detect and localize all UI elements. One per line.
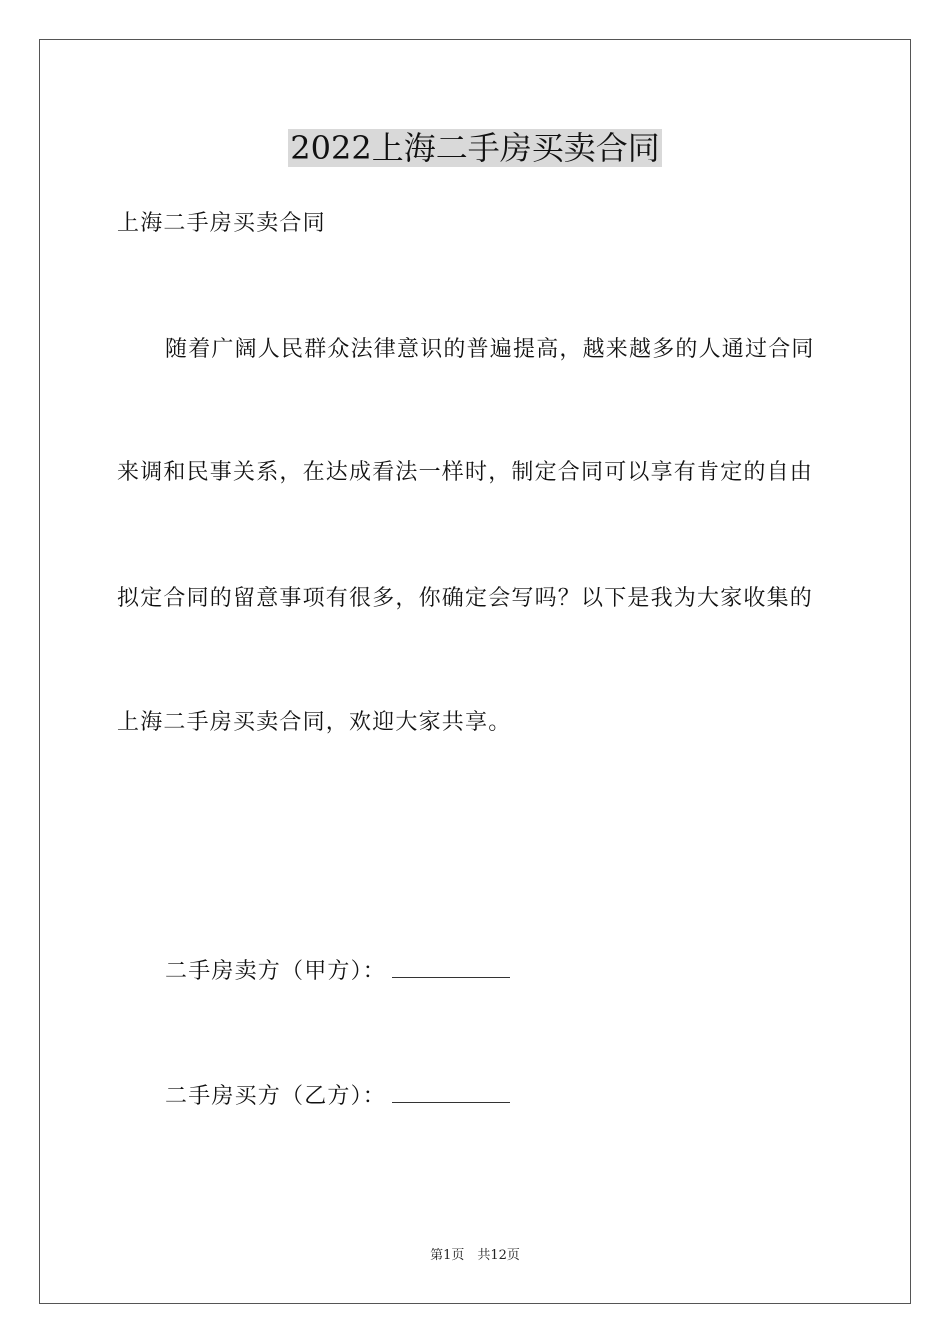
buyer-field [165, 1083, 510, 1111]
document-subtitle: 上海二手房买卖合同 [117, 211, 326, 236]
document-title-text: 2022上海二手房买卖合同 [290, 129, 660, 167]
document-title [0, 128, 950, 168]
buyer-label: 二手房买方（乙方）： [165, 1084, 387, 1109]
paragraph-line-4: 上海二手房买卖合同，欢迎大家共享。 [117, 710, 512, 735]
seller-field [165, 958, 510, 986]
page-footer: 第1页 共12页 [430, 1248, 520, 1263]
paragraph-line-3: 拟定合同的留意事项有很多，你确定会写吗？以下是我为大家收集的 [117, 586, 814, 611]
buyer-blank-line [392, 1084, 510, 1103]
seller-label: 二手房卖方（甲方）： [165, 959, 387, 984]
seller-blank-line [392, 959, 510, 978]
paragraph-line-2: 来调和民事关系，在达成看法一样时，制定合同可以享有肯定的自由 [117, 460, 814, 485]
paragraph-line-1: 随着广阔人民群众法律意识的普遍提高，越来越多的人通过合同 [165, 337, 815, 362]
